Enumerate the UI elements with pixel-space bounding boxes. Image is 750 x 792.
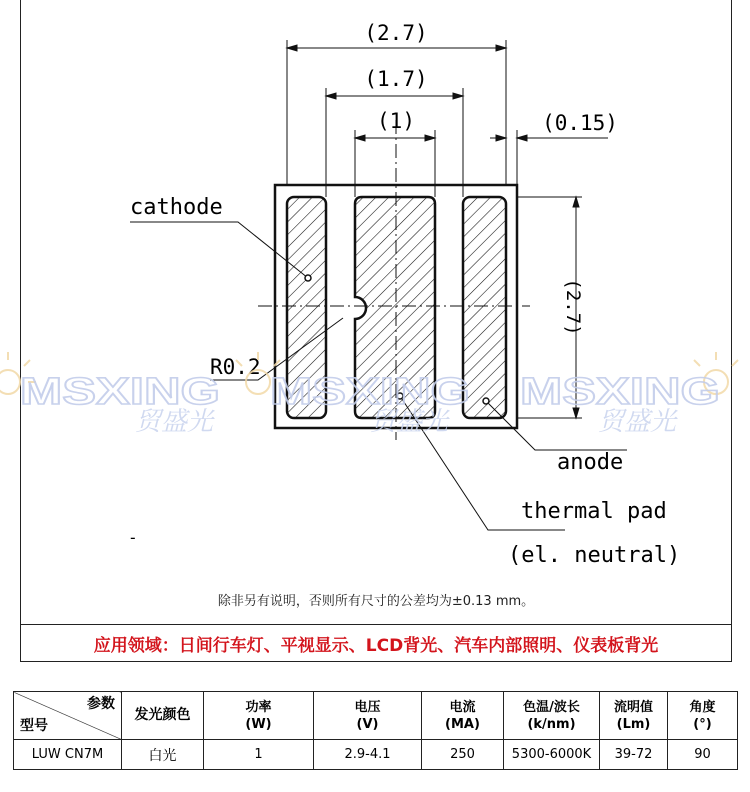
current-cell: 250 — [422, 740, 504, 770]
watermark-chinese-text: 贸盛光 — [370, 407, 449, 437]
dim-pad-span: (1.7) — [364, 67, 428, 91]
current-header: 电流 (MA) — [422, 692, 504, 740]
dim-height: (2.7) — [562, 278, 584, 336]
cathode-pad — [287, 197, 326, 418]
watermark-text: MSXING — [270, 371, 470, 413]
voltage-header: 电压 (V) — [314, 692, 422, 740]
model-cell: LUW CN7M — [14, 740, 122, 770]
table-row — [14, 740, 738, 770]
flux-header: 流明值 (Lm) — [600, 692, 668, 740]
color-cell: 白光 — [122, 740, 204, 770]
color-header: 发光颜色 — [122, 692, 204, 740]
dim-gap: (0.15) — [542, 111, 618, 135]
label-thermal-pad: thermal pad — [521, 499, 667, 524]
watermark-text: MSXING — [520, 371, 720, 413]
voltage-cell: 2.9-4.1 — [314, 740, 422, 770]
dim-center-pad: (1) — [377, 109, 415, 133]
label-radius: R0.2 — [210, 355, 261, 379]
flux-cell: 39-72 — [600, 740, 668, 770]
spec-table — [13, 691, 738, 770]
thermal-pad — [355, 197, 435, 418]
param-model-header — [14, 692, 122, 740]
label-cathode: cathode — [130, 195, 223, 220]
label-anode: anode — [557, 450, 624, 475]
watermark-chinese-text: 贸盛光 — [135, 407, 214, 437]
watermark-chinese-text: 贸盛光 — [598, 407, 677, 437]
model-header: 型号 — [20, 718, 48, 734]
param-header: 参数 — [87, 696, 115, 712]
dim-overall-width: (2.7) — [364, 21, 428, 45]
application-line — [20, 624, 732, 662]
stray-mark: - — [128, 528, 138, 547]
watermark-text: MSXING — [20, 371, 221, 413]
angle-cell: 90 — [668, 740, 738, 770]
label-el-neutral: (el. neutral) — [508, 543, 681, 568]
cct-header: 色温/波长 (k/nm) — [504, 692, 600, 740]
power-header: 功率 (W) — [204, 692, 314, 740]
table-header-row — [14, 692, 738, 740]
angle-header: 角度 (°) — [668, 692, 738, 740]
tolerance-note: 除非另有说明，否则所有尺寸的公差均为±0.13 mm。 — [217, 594, 535, 609]
application-value: 日间行车灯、平视显示、LCD背光、汽车内部照明、仪表板背光 — [178, 636, 659, 656]
anode-pad — [463, 197, 506, 418]
dimension-lines — [287, 45, 608, 418]
application-label: 应用领域： — [93, 636, 179, 656]
cct-cell: 5300-6000K — [504, 740, 600, 770]
power-cell: 1 — [204, 740, 314, 770]
